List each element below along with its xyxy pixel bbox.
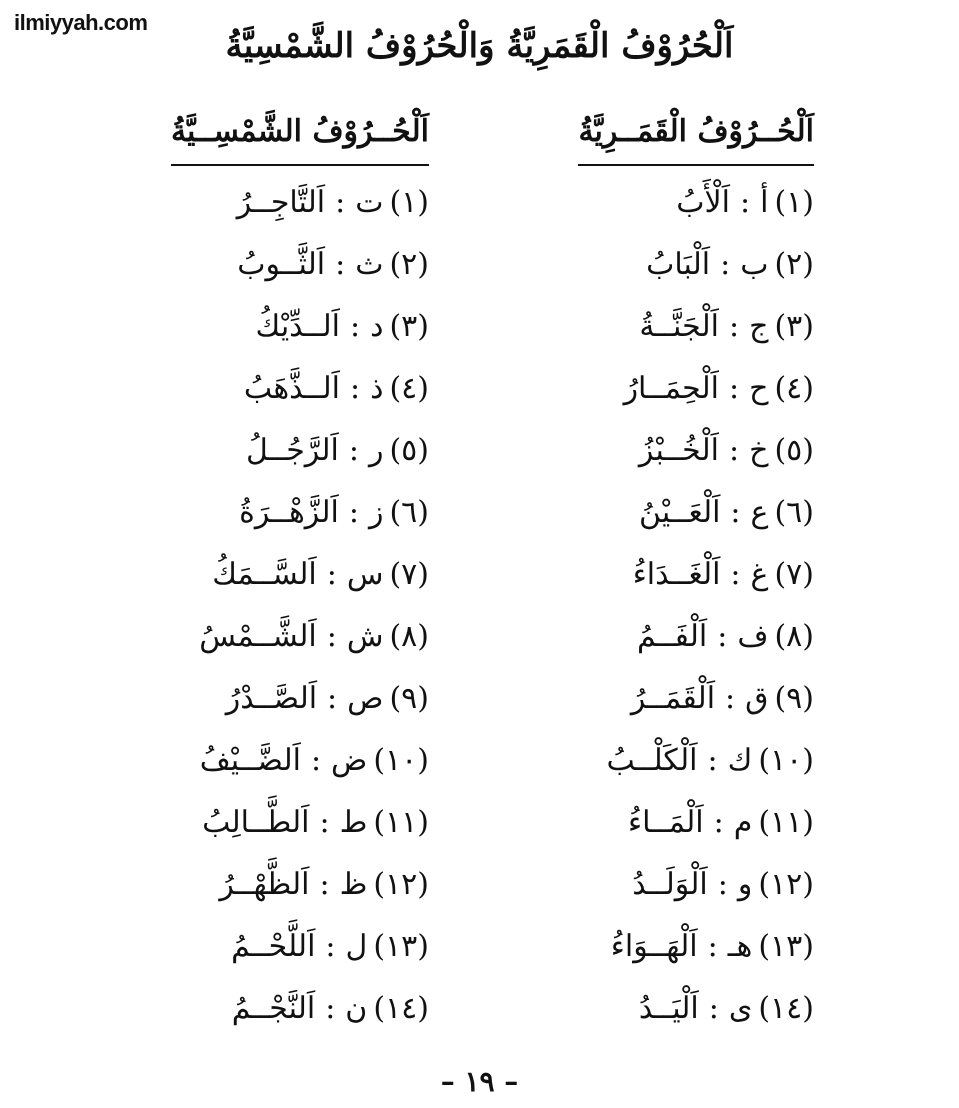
entry-letter: ب bbox=[740, 247, 769, 282]
entry-number: (١١) bbox=[373, 805, 429, 840]
list-item bbox=[109, 924, 429, 986]
entry-number: (١٠) bbox=[758, 743, 814, 778]
list-item bbox=[494, 366, 814, 428]
list-item bbox=[494, 552, 814, 614]
entry-word: اَلنَّجْــمُ bbox=[231, 991, 316, 1026]
entry-number: (٩) bbox=[774, 681, 814, 716]
entry-number: (١) bbox=[389, 185, 429, 220]
shamsiyyah-column bbox=[109, 108, 429, 1048]
entry-separator: : bbox=[730, 495, 741, 530]
entry-separator: : bbox=[349, 371, 361, 406]
list-item bbox=[109, 676, 429, 738]
entry-number: (١٢) bbox=[758, 867, 814, 902]
entry-separator: : bbox=[326, 619, 337, 654]
entry-separator: : bbox=[728, 309, 740, 344]
entry-letter: ز bbox=[368, 495, 384, 530]
entry-word: اَلسَّــمَكُ bbox=[212, 557, 317, 592]
entry-separator: : bbox=[327, 681, 338, 716]
list-item bbox=[109, 490, 429, 552]
entry-number: (٤) bbox=[774, 371, 814, 406]
entry-number: (١٤) bbox=[758, 991, 814, 1026]
list-item bbox=[109, 614, 429, 676]
list-item bbox=[494, 180, 814, 242]
entry-word: اَلضَّــيْفُ bbox=[199, 743, 301, 778]
entry-word: اَلْجَنَّــةُ bbox=[639, 309, 719, 344]
entry-word: اَلْيَــدُ bbox=[638, 991, 699, 1026]
entry-letter: ى bbox=[728, 991, 753, 1026]
entry-separator: : bbox=[326, 557, 337, 592]
entry-separator: : bbox=[739, 185, 751, 220]
list-item bbox=[494, 490, 814, 552]
entry-letter: ف bbox=[737, 619, 769, 654]
list-item bbox=[109, 366, 429, 428]
list-item bbox=[109, 304, 429, 366]
entry-word: اَلثَّــوبُ bbox=[237, 247, 326, 282]
entry-word: اَلْبَابُ bbox=[646, 247, 711, 282]
list-item bbox=[494, 738, 814, 800]
entry-number: (٧) bbox=[774, 557, 814, 592]
entry-separator: : bbox=[707, 929, 718, 964]
entry-number: (٩) bbox=[389, 681, 429, 716]
entry-letter: أ bbox=[760, 185, 769, 220]
entry-number: (٤) bbox=[389, 371, 429, 406]
entry-separator: : bbox=[310, 743, 322, 778]
entry-word: اَلشَّــمْسُ bbox=[199, 619, 317, 654]
entry-separator: : bbox=[717, 619, 728, 654]
entry-separator: : bbox=[319, 867, 330, 902]
entry-word: اَلْقَمَــرُ bbox=[630, 681, 716, 716]
list-item bbox=[494, 242, 814, 304]
entry-word: اَلْعَــيْنُ bbox=[639, 495, 721, 530]
entry-number: (٦) bbox=[774, 495, 814, 530]
list-item bbox=[109, 180, 429, 242]
entry-word: اَلظَّهْــرُ bbox=[219, 867, 310, 902]
entry-word: اَللَّحْــمُ bbox=[231, 929, 316, 964]
entry-separator: : bbox=[725, 681, 736, 716]
entry-letter: ث bbox=[355, 247, 384, 282]
page-number: – ١٩ – bbox=[440, 1065, 519, 1098]
entry-separator: : bbox=[728, 371, 740, 406]
entry-word: اَلْغَــدَاءُ bbox=[632, 557, 721, 592]
entry-letter: ذ bbox=[370, 371, 384, 406]
entry-letter: ص bbox=[347, 681, 384, 716]
qamariyyah-heading: اَلْحُــرُوْفُ الْقَمَــرِيَّةُ bbox=[578, 108, 814, 166]
list-item bbox=[494, 800, 814, 862]
entry-letter: ح bbox=[749, 371, 769, 406]
list-item bbox=[494, 924, 814, 986]
qamariyyah-list bbox=[494, 180, 814, 1048]
list-item bbox=[109, 738, 429, 800]
entry-number: (٧) bbox=[389, 557, 429, 592]
entry-word: اَلْحِمَــارُ bbox=[623, 371, 719, 406]
list-item bbox=[494, 304, 814, 366]
entry-number: (٨) bbox=[389, 619, 429, 654]
entry-number: (١٤) bbox=[373, 991, 429, 1026]
entry-number: (٨) bbox=[774, 619, 814, 654]
entry-number: (١٣) bbox=[758, 929, 814, 964]
list-item bbox=[494, 986, 814, 1048]
entry-letter: ر bbox=[368, 433, 384, 468]
entry-letter: ج bbox=[749, 309, 769, 344]
entry-letter: ط bbox=[339, 805, 368, 840]
entry-number: (١٠) bbox=[373, 743, 429, 778]
entry-separator: : bbox=[325, 929, 336, 964]
list-item bbox=[109, 552, 429, 614]
entry-word: اَلْخُــبْزُ bbox=[638, 433, 719, 468]
entry-separator: : bbox=[708, 991, 719, 1026]
entry-number: (٢) bbox=[774, 247, 814, 282]
entry-number: (٣) bbox=[389, 309, 429, 344]
entry-separator: : bbox=[325, 991, 336, 1026]
entry-separator: : bbox=[713, 805, 724, 840]
entry-word: اَلزَّهْــرَةُ bbox=[239, 495, 339, 530]
entry-letter: خ bbox=[749, 433, 769, 468]
entry-letter: م bbox=[733, 805, 753, 840]
entry-letter: ع bbox=[750, 495, 769, 530]
entry-word: اَلصَّــدْرُ bbox=[225, 681, 318, 716]
list-item bbox=[109, 986, 429, 1048]
entry-letter: ش bbox=[346, 619, 384, 654]
list-item bbox=[494, 862, 814, 924]
list-item bbox=[494, 428, 814, 490]
qamariyyah-column bbox=[494, 108, 814, 1048]
entry-word: اَلْهَــوَاءُ bbox=[610, 929, 698, 964]
entry-separator: : bbox=[730, 557, 741, 592]
entry-word: اَلــدِّيْكُ bbox=[255, 309, 340, 344]
entry-separator: : bbox=[728, 433, 740, 468]
entry-separator: : bbox=[319, 805, 330, 840]
entry-word: اَلْأَبُ bbox=[676, 185, 730, 220]
entry-number: (١٣) bbox=[373, 929, 429, 964]
entry-separator: : bbox=[349, 309, 361, 344]
list-item bbox=[109, 242, 429, 304]
list-item bbox=[109, 862, 429, 924]
entry-letter: ت bbox=[355, 185, 384, 220]
entry-word: اَلْفَــمُ bbox=[637, 619, 708, 654]
entry-letter: ك bbox=[727, 743, 753, 778]
list-item bbox=[109, 428, 429, 490]
entry-number: (١١) bbox=[758, 805, 814, 840]
entry-number: (٣) bbox=[774, 309, 814, 344]
entry-separator: : bbox=[707, 743, 718, 778]
entry-letter: غ bbox=[750, 557, 769, 592]
entry-letter: د bbox=[370, 309, 384, 344]
entry-word: اَلتَّاجِــرُ bbox=[236, 185, 326, 220]
shamsiyyah-heading: اَلْحُــرُوْفُ الشَّمْسِــيَّةُ bbox=[171, 108, 429, 166]
entry-separator: : bbox=[348, 433, 359, 468]
entry-number: (٢) bbox=[389, 247, 429, 282]
entry-word: اَلْمَــاءُ bbox=[627, 805, 704, 840]
list-item bbox=[494, 614, 814, 676]
entry-letter: ن bbox=[345, 991, 368, 1026]
entry-separator: : bbox=[335, 247, 346, 282]
entry-letter: ض bbox=[331, 743, 368, 778]
entry-word: اَلْكَلْــبُ bbox=[606, 743, 698, 778]
entry-separator: : bbox=[717, 867, 728, 902]
entry-number: (١) bbox=[774, 185, 814, 220]
entry-letter: و bbox=[737, 867, 753, 902]
entry-separator: : bbox=[348, 495, 359, 530]
watermark-logo: ilmiyyah.com bbox=[14, 10, 148, 35]
entry-word: اَلــذَّهَبُ bbox=[243, 371, 340, 406]
entry-letter: ظ bbox=[339, 867, 368, 902]
list-item bbox=[109, 800, 429, 862]
page-title: اَلْحُرُوْفُ الْقَمَرِيَّةُ وَالْحُرُوْفُ الشَّمْسِيَّةُ bbox=[225, 26, 734, 66]
entry-number: (٥) bbox=[774, 433, 814, 468]
entry-word: اَلطَّــالِبُ bbox=[202, 805, 310, 840]
entry-separator: : bbox=[720, 247, 731, 282]
entry-number: (١٢) bbox=[373, 867, 429, 902]
entry-letter: ق bbox=[745, 681, 769, 716]
entry-letter: س bbox=[346, 557, 384, 592]
entry-separator: : bbox=[335, 185, 346, 220]
entry-word: اَلرَّجُــلُ bbox=[245, 433, 339, 468]
entry-letter: ل bbox=[345, 929, 368, 964]
entry-letter: هـ bbox=[727, 929, 753, 964]
entry-word: اَلْوَلَــدُ bbox=[632, 867, 708, 902]
entry-number: (٥) bbox=[389, 433, 429, 468]
list-item bbox=[494, 676, 814, 738]
shamsiyyah-list bbox=[109, 180, 429, 1048]
entry-number: (٦) bbox=[389, 495, 429, 530]
